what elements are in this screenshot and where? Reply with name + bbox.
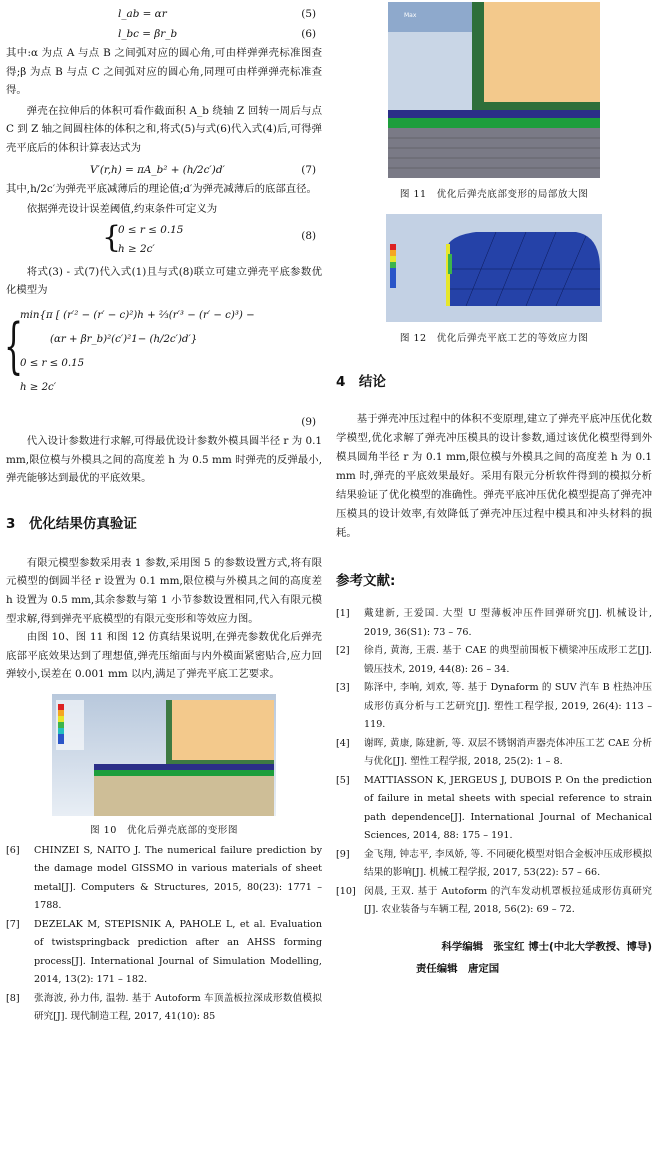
section-heading: 3 优化结果仿真验证 (6, 515, 137, 532)
paragraph: 将式(3) - 式(7)代入式(1)且与式(8)联立可建立弹壳平底参数优化模型为 (6, 265, 322, 297)
equation-9 (6, 302, 322, 414)
paragraph: 其中,h/2c′为弹壳平底减薄后的理论值;d′为弹壳减薄后的底部直径。 (6, 182, 317, 195)
equation-number: (9) (301, 415, 316, 428)
equation-formula: l_bc = βr_b (118, 28, 178, 40)
equation-number: (7) (301, 163, 316, 176)
constraint-line: h ≥ 2c′ (118, 242, 155, 255)
constraint-line: 0 ≤ r ≤ 0.15 (20, 357, 85, 369)
science-editor: 科学编辑 张宝红 博士(中北大学教授、博导) (441, 940, 652, 953)
reference-item: [2] 徐肖, 黄海, 王震. 基于 CAE 的典型前围板下横梁冲压成形工艺[J]. 锻压技术, 2019, 44(8): 26 – 34. (336, 645, 652, 675)
paragraph: 代入设计参数进行求解,可得最优设计参数外模具圆半径 r 为 0.1 mm,限位模与外模具之间的高度差 h 为 0.5 mm 时弹壳的反弹最小,弹壳能够达到最优的平底效果。 (6, 434, 322, 485)
section-heading: 4 结论 (336, 374, 386, 390)
reference-item: [1] 戴建新, 王爱国. 大型 U 型薄板冲压件回弹研究[J]. 机械设计, 2019, 36(S1): 73 – 76. (336, 608, 652, 638)
objective-line: (αr + βr_b)²(c′)²1− (h/2c′)d′} (50, 333, 198, 345)
equation-number: (5) (301, 8, 316, 20)
figure-10-image (52, 694, 276, 816)
equation-5 (6, 4, 322, 24)
reference-list-left (6, 842, 322, 1027)
reference-item: [10] 闵晨, 王双. 基于 Autoform 的汽车发动机罩板拉延成形仿真研究[J]. 农业装备与车辆工程, 2018, 56(2): 69 – 72. (336, 885, 652, 915)
constraint-line: h ≥ 2c′ (20, 381, 57, 393)
paragraph: 基于弹壳冲压过程中的体积不变原理,建立了弹壳平底冲压优化数学模型,优化求解了弹壳冲压模具的设计参数,通过该优化模型得到外模具圆角半径 r 为 0.1 mm,限位模与外模具之间的高度差 h 为 0.1 mm 时,弹壳的平底效果最好。采用有限元分析软件得到的模拟分析结果验证了优化模型的准确性。弹壳平底冲压优化模型提高了弹壳冲压模具的设计效率,有效降低了弹壳冲压过程中模具和冲头材料的损耗。 (336, 413, 652, 539)
reference-item: [6] CHINZEI S, NAITO J. The numerical failure prediction by the damage model GISSMO in various materials of sheet metal[J]. Computers & Structures, 2015, 80(23): 1771 – 1788. (6, 844, 322, 912)
reference-item: [3] 陈泽中, 李响, 刘欢, 等. 基于 Dynaform 的 SUV 汽车 B 柱热冲压成形仿真分析与工艺研究[J]. 塑性工程学报, 2019, 26(4): 113 – 119. (336, 682, 652, 730)
figure-12-caption: 图 12 优化后弹壳平底工艺的等效应力图 (399, 333, 589, 344)
objective-line: min{π [ (r′² − (r′ − c)²)h + ⅔(r′³ − (r′ − c)³) − (20, 309, 255, 321)
equation-number: (8) (301, 229, 316, 242)
paragraph: 有限元模型参数采用表 1 参数,采用图 5 的参数设置方式,将有限元模型的倒圆半径 r 设置为 0.1 mm,限位模与外模具之间的高度差 h 设置为 0.5 mm,其余参数与第 1 小节参数设置相同,代入有限元模型求解,得到弹壳平底模型的有限元变形和等效应力图。 (6, 556, 322, 625)
equation-7 (6, 160, 322, 180)
reference-item: [5] MATTIASSON K, JERGEUS J, DUBOIS P. On the prediction of failure in metal sheets with special reference to strain path dependence[J]. International Journal of Mechanical Sciences, 2014, 88: 175 – 191. (336, 774, 652, 841)
left-column (6, 0, 322, 1027)
paragraph: 由图 10、图 11 和图 12 仿真结果说明,在弹壳参数优化后弹壳底部平底效果达到了理想值,弹壳压缩面与内外模面紧密贴合,应力回弹较小,误差在 0.001 mm 以内,满足了弹壳平底工艺要求。 (6, 631, 322, 681)
paragraph: 弹壳在拉伸后的体积可看作截面积 A_b 绕轴 Z 回转一周后与点 C 到 Z 轴之间圆柱体的体积之和,将式(5)与式(6)代入式(4)后,可得弹壳平底后的体积计算表达式为 (6, 104, 322, 154)
figure-11-caption: 图 11 优化后弹壳底部变形的局部放大图 (399, 189, 589, 200)
reference-item: [7] DEZELAK M, STEPISNIK A, PAHOLE L, et al. Evaluation of twistspringback prediction after an AHSS forming process[J]. International Journal of Simulation Modelling, 2014, 13(2): 171 – 182. (6, 918, 322, 986)
paragraph: 其中:α 为点 A 与点 B 之间弧对应的圆心角,可由样弹弹壳标准图查得;β 为点 B 与点 C 之间弧对应的圆心角,同理可由样弹弹壳标准查得。 (6, 47, 322, 97)
equation-formula: l_ab = αr (118, 8, 167, 20)
reference-item: [8] 张海波, 孙力伟, 温勃. 基于 Autoform 车顶盖板拉深成形数值模拟研究[J]. 现代制造工程, 2017, 41(10): 85 (6, 992, 322, 1023)
reference-item: [4] 谢晖, 黄康, 陈建新, 等. 双层不锈钢消声器壳体冲压工艺 CAE 分析与优化[J]. 塑性工程学报, 2018, 25(2): 1 – 8. (336, 737, 652, 767)
reference-item: [9] 金飞翔, 钟志平, 李凤娇, 等. 不同硬化模型对铝合金板冲压成形模拟结果的影响[J]. 机械工程学报, 2017, 53(22): 57 – 66. (336, 848, 652, 878)
paragraph: 依据弹壳设计误差阈值,约束条件可定义为 (26, 203, 218, 216)
reference-list-right (336, 605, 652, 920)
figure-11-image (388, 2, 600, 178)
equation-number: (6) (301, 28, 316, 40)
equation-8 (6, 219, 322, 261)
right-column (336, 0, 652, 980)
responsible-editor: 责任编辑 唐定国 (416, 962, 500, 975)
figure-12-image (386, 214, 602, 322)
equation-formula: V′(r,h) = πA_b² + (h/2c′)d′ (90, 163, 225, 176)
figure-10-caption: 图 10 优化后弹壳底部的变形图 (90, 824, 238, 836)
brace-icon: { (4, 310, 24, 381)
constraint-line: 0 ≤ r ≤ 0.15 (118, 223, 184, 236)
equation-6 (6, 24, 322, 44)
references-heading: 参考文献: (336, 573, 396, 589)
figure-11-label: Max (404, 12, 417, 19)
brace-icon: { (102, 219, 122, 255)
